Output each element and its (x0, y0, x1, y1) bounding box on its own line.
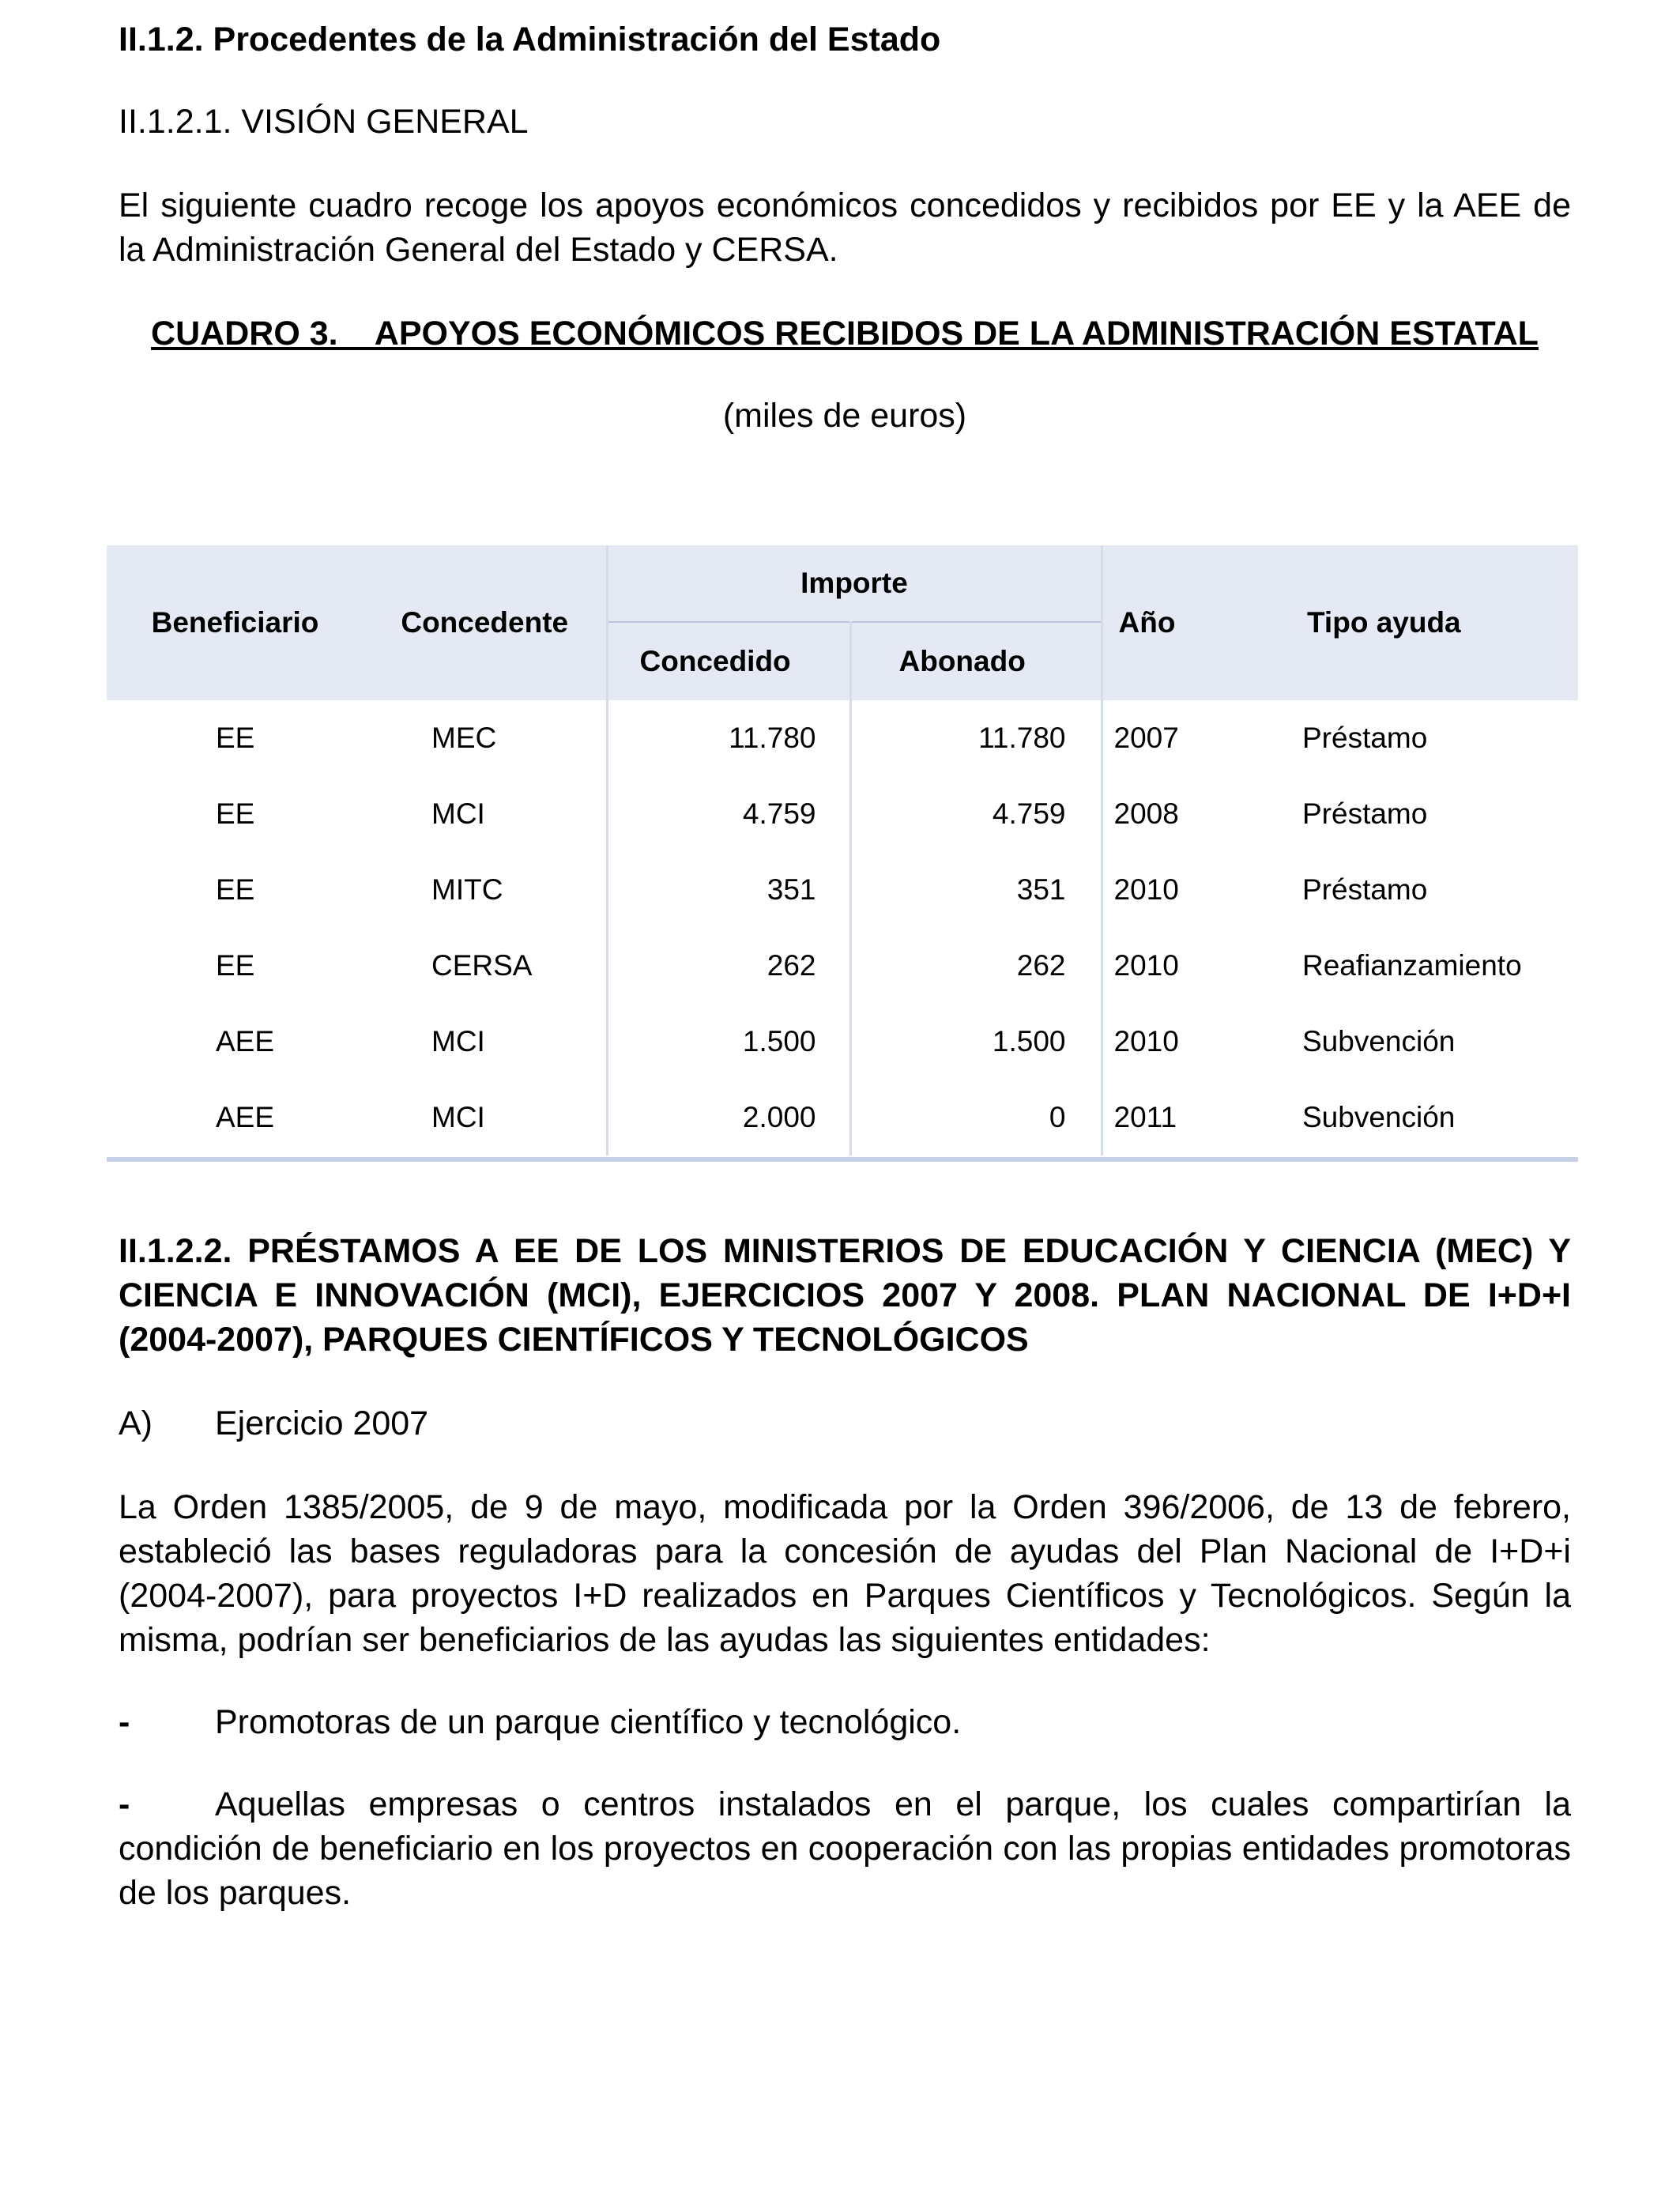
cell-concedido: 4.759 (607, 776, 850, 852)
cell-concedente: MCI (363, 1080, 607, 1155)
cell-concedente: MITC (363, 852, 607, 928)
list-item (119, 1782, 1571, 1915)
cell-anio: 2010 (1113, 873, 1179, 906)
cell-abonado: 262 (850, 928, 1102, 1004)
bottom-content (119, 1229, 1571, 1915)
cell-concedente: MEC (363, 700, 607, 776)
cuadro-table-wrap (107, 545, 1578, 1162)
cell-concedido: 351 (607, 852, 850, 928)
bullet-marker: - (119, 1785, 130, 1823)
cuadro-units: (miles de euros) (722, 397, 967, 435)
orden-paragraph: La Orden 1385/2005, de 9 de mayo, modificada por la Orden 396/2006, de 13 de febrero, estableció las bases reguladoras para la concesión de ayudas del Plan Nacional de I+D+i (2004-2007), para proyectos I+D realizados en Parques Científicos y Tecnológicos. Según la misma, podrían ser beneficiarios de las ayudas las siguientes entidades: (119, 1488, 1571, 1659)
cell-tipo-ayuda: Préstamo (1302, 873, 1428, 906)
header-anio: Año (1102, 545, 1291, 700)
cell-abonado: 0 (850, 1080, 1102, 1155)
prestamos-heading: II.1.2.2. PRÉSTAMOS A EE DE LOS MINISTERIOS DE EDUCACIÓN Y CIENCIA (MEC) Y CIENCIA E INNOVACIÓN (MCI), EJERCICIOS 2007 Y 2008. PLAN NACIONAL DE I+D+I (2004-2007), PARQUES CIENTÍFICOS Y TECNOLÓGICOS (119, 1232, 1571, 1359)
cell-tipo-ayuda: Préstamo (1302, 797, 1428, 830)
ejercicio-marker: A) (119, 1404, 153, 1442)
cell-abonado: 351 (850, 852, 1102, 928)
cell-anio: 2008 (1113, 797, 1179, 830)
cell-anio: 2010 (1113, 1025, 1179, 1057)
table-row (107, 928, 1578, 1004)
cell-tipo-ayuda: Préstamo (1302, 722, 1428, 754)
cell-anio: 2011 (1113, 1101, 1177, 1133)
cell-tipo-ayuda: Subvención (1302, 1025, 1456, 1057)
cell-anio: 2010 (1113, 949, 1179, 982)
ejercicio-2007-heading (119, 1401, 1571, 1446)
header-tipo-ayuda: Tipo ayuda (1291, 545, 1578, 700)
cell-concedente: MCI (363, 1004, 607, 1080)
table-bottom-rule (107, 1157, 1578, 1162)
cell-beneficiario: AEE (216, 1101, 275, 1133)
header-concedido: Concedido (607, 622, 850, 700)
header-concedente: Concedente (363, 545, 607, 700)
bullet-text: Promotoras de un parque científico y tecnológico. (215, 1703, 962, 1741)
table-row (107, 1080, 1578, 1155)
intro-paragraph: El siguiente cuadro recoge los apoyos económicos concedidos y recibidos por EE y la AEE de la Administración General del Estado y CERSA. (119, 187, 1571, 269)
list-item (119, 1700, 1571, 1744)
table-body (107, 700, 1578, 1155)
bullet-text: Aquellas empresas o centros instalados en el parque, los cuales compartirían la condición de beneficiario en los proyectos en cooperación con las propias entidades promotoras de los parques. (119, 1785, 1571, 1912)
top-content (119, 0, 1571, 438)
cell-beneficiario: EE (216, 797, 255, 830)
header-abonado: Abonado (850, 622, 1102, 700)
ejercicio-label: Ejercicio 2007 (215, 1404, 429, 1442)
cell-concedente: CERSA (363, 928, 607, 1004)
cell-abonado: 1.500 (850, 1004, 1102, 1080)
cell-beneficiario: EE (216, 873, 255, 906)
cell-anio: 2007 (1113, 722, 1179, 754)
cell-tipo-ayuda: Subvención (1302, 1101, 1456, 1133)
cell-beneficiario: EE (216, 949, 255, 982)
cuadro-title: CUADRO 3. APOYOS ECONÓMICOS RECIBIDOS DE LA ADMINISTRACIÓN ESTATAL (151, 315, 1539, 352)
cell-abonado: 4.759 (850, 776, 1102, 852)
table-row (107, 1004, 1578, 1080)
cell-beneficiario: EE (216, 722, 255, 754)
table-row (107, 700, 1578, 776)
cell-concedido: 2.000 (607, 1080, 850, 1155)
table-row (107, 776, 1578, 852)
bullet-marker: - (119, 1703, 130, 1741)
table-row (107, 852, 1578, 928)
vision-general-heading: II.1.2.1. VISIÓN GENERAL (119, 103, 529, 141)
cuadro-table (107, 545, 1578, 1155)
table-header-row (107, 545, 1578, 622)
cell-concedido: 1.500 (607, 1004, 850, 1080)
cell-concedente: MCI (363, 776, 607, 852)
cell-concedido: 262 (607, 928, 850, 1004)
cell-beneficiario: AEE (216, 1025, 275, 1057)
cell-concedido: 11.780 (607, 700, 850, 776)
header-beneficiario: Beneficiario (107, 545, 363, 700)
section-heading: II.1.2. Procedentes de la Administración del Estado (119, 21, 941, 58)
cell-abonado: 11.780 (850, 700, 1102, 776)
cell-tipo-ayuda: Reafianzamiento (1302, 949, 1522, 982)
header-importe: Importe (607, 545, 1102, 622)
